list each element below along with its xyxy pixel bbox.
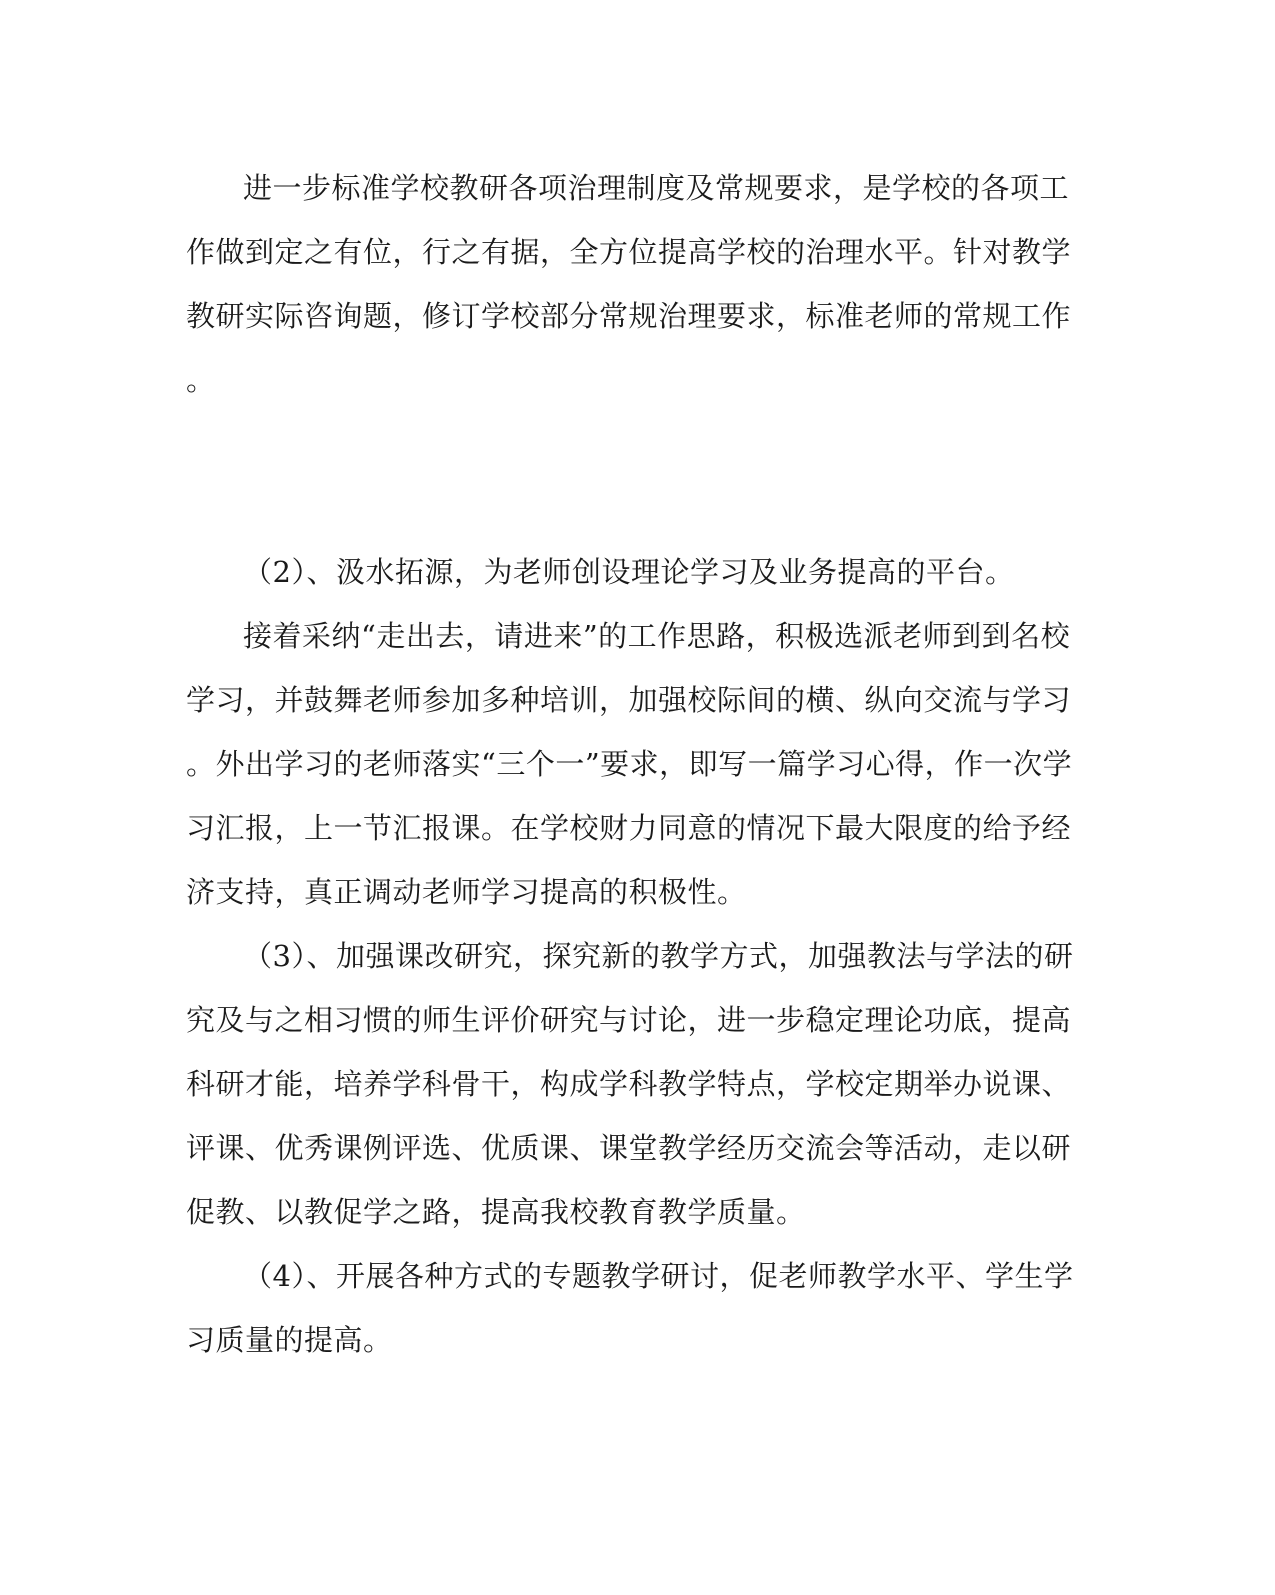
paragraph-line: 习质量的提高。 bbox=[186, 1323, 393, 1357]
paragraph-line: （3）、加强课改研究，探究新的教学方式，加强教法与学法的研 bbox=[243, 939, 1074, 973]
paragraph-line: 学习，并鼓舞老师参加多种培训，加强校际间的横、纵向交流与学习 bbox=[186, 683, 1072, 717]
paragraph-line: （4）、开展各种方式的专题教学研讨，促老师教学水平、学生学 bbox=[243, 1259, 1074, 1293]
paragraph-line: 教研实际咨询题，修订学校部分常规治理要求，标准老师的常规工作 bbox=[186, 299, 1072, 333]
paragraph-line: 习汇报，上一节汇报课。在学校财力同意的情况下最大限度的给予经 bbox=[186, 811, 1072, 845]
paragraph-line: 究及与之相习惯的师生评价研究与讨论，进一步稳定理论功底，提高 bbox=[186, 1003, 1072, 1037]
paragraph-line: 科研才能，培养学科骨干，构成学科教学特点，学校定期举办说课、 bbox=[186, 1067, 1072, 1101]
paragraph-line: 进一步标准学校教研各项治理制度及常规要求，是学校的各项工 bbox=[243, 171, 1070, 205]
paragraph-line: 促教、以教促学之路，提高我校教育教学质量。 bbox=[186, 1195, 806, 1229]
paragraph-line: 评课、优秀课例评选、优质课、课堂教学经历交流会等活动，走以研 bbox=[186, 1131, 1072, 1165]
section-heading-line: （2）、汲水拓源，为老师创设理论学习及业务提高的平台。 bbox=[243, 555, 1015, 589]
paragraph-line: 。外出学习的老师落实“三个一”要求，即写一篇学习心得，作一次学 bbox=[186, 747, 1073, 781]
paragraph-line: 济支持，真正调动老师学习提高的积极性。 bbox=[186, 875, 747, 909]
paragraph-line: 。 bbox=[186, 363, 216, 397]
paragraph-line: 作做到定之有位，行之有据，全方位提高学校的治理水平。针对教学 bbox=[186, 235, 1072, 269]
paragraph-line: 接着采纳“走出去，请进来”的工作思路，积极选派老师到到名校 bbox=[243, 619, 1071, 653]
